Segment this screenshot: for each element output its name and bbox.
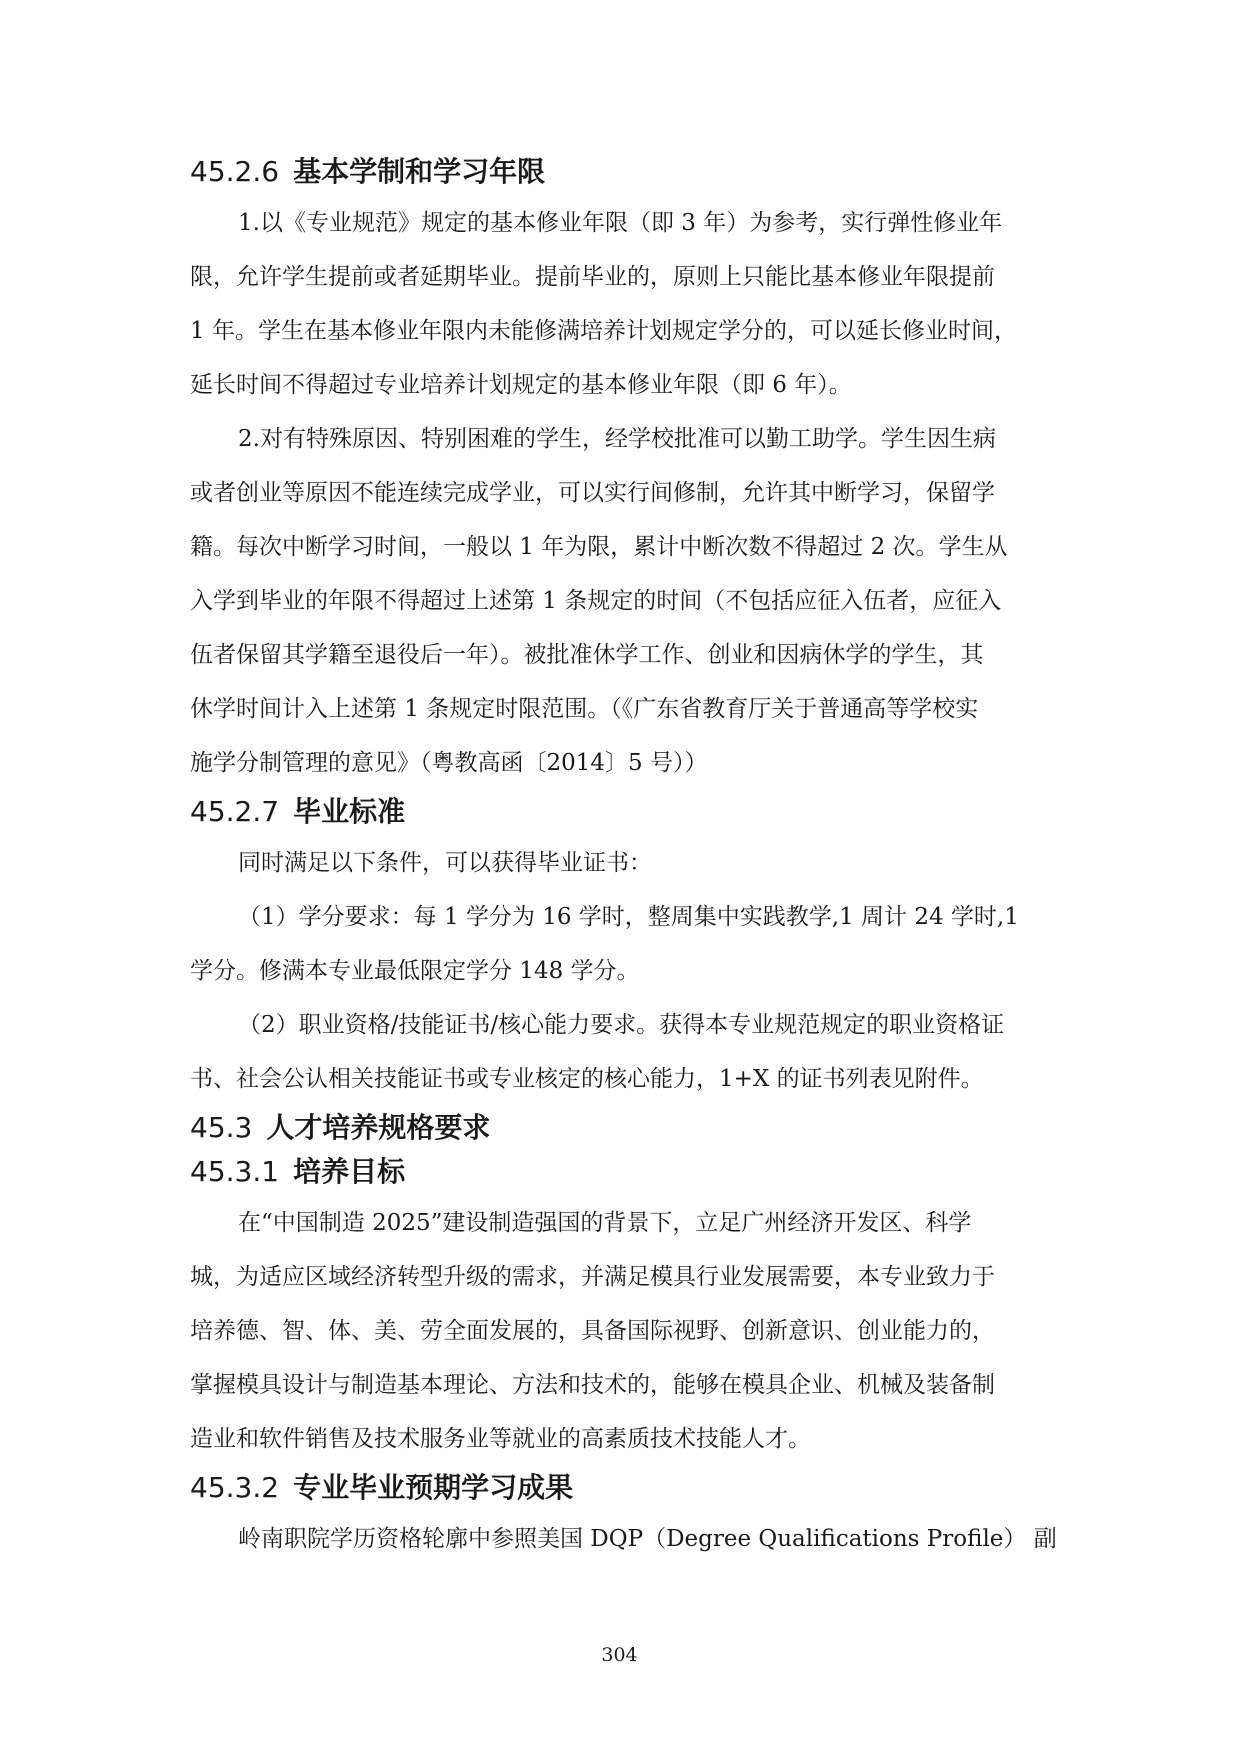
page-number: 304 [601, 1644, 638, 1666]
text-line: 1 年。学生在基本修业年限内未能修满培养计划规定学分的，可以延长修业时间， [190, 318, 1017, 344]
section-number: 45.3.2 [190, 1471, 280, 1504]
paragraph-graduation-conditions [190, 836, 1052, 890]
section-heading-45-2-7 [190, 790, 1052, 834]
section-number: 45.2.6 [190, 155, 280, 188]
section-number: 45.3.1 [190, 1155, 280, 1188]
text-line: 或者创业等原因不能连续完成学业，可以实行间修制，允许其中断学习，保留学 [190, 480, 995, 506]
text-line: 休学时间计入上述第 1 条规定时限范围。（《广东省教育厅关于普通高等学校实 [190, 696, 979, 722]
section-heading-45-3-1 [190, 1150, 1052, 1194]
text-line: 学分。修满本专业最低限定学分 148 学分。 [190, 958, 640, 984]
section-title: 毕业标准 [293, 795, 406, 828]
text-line: 在“中国制造 2025”建设制造强国的背景下，立足广州经济开发区、科学 [238, 1210, 972, 1236]
text-line: 城，为适应区域经济转型升级的需求，并满足模具行业发展需要，本专业致力于 [190, 1264, 995, 1290]
text-line: （2）职业资格/技能证书/核心能力要求。获得本专业规范规定的职业资格证 [238, 1012, 1005, 1038]
paragraph-training-goal [190, 1196, 1052, 1466]
text-line: 同时满足以下条件，可以获得毕业证书： [238, 850, 652, 876]
text-line: 入学到毕业的年限不得超过上述第 1 条规定的时间（不包括应征入伍者，应征入 [190, 588, 1002, 614]
text-line: 掌握模具设计与制造基本理论、方法和技术的，能够在模具企业、机械及装备制 [190, 1372, 995, 1398]
paragraph-study-years [190, 196, 1052, 412]
paragraph-work-study [190, 412, 1052, 790]
text-line: 伍者保留其学籍至退役后一年）。被批准休学工作、创业和因病休学的学生，其 [190, 642, 984, 668]
text-line: 限，允许学生提前或者延期毕业。提前毕业的，原则上只能比基本修业年限提前 [190, 264, 995, 290]
text-line: 岭南职院学历资格轮廓中参照美国 DQP（Degree Qualifications Profile） 副 [238, 1526, 1057, 1552]
paragraph-learning-outcomes [190, 1512, 1057, 1566]
text-line: 施学分制管理的意见》（粤教高函〔2014〕5 号）） [190, 750, 708, 776]
text-line: 2.对有特殊原因、特别困难的学生，经学校批准可以勤工助学。学生因生病 [238, 426, 996, 452]
paragraph-certificate-requirement [190, 998, 1052, 1106]
section-heading-45-3-2 [190, 1466, 1052, 1510]
section-title: 人才培养规格要求 [266, 1111, 491, 1144]
section-number: 45.3 [190, 1111, 253, 1144]
section-title: 基本学制和学习年限 [293, 155, 546, 188]
text-line: 培养德、智、体、美、劳全面发展的，具备国际视野、创新意识、创业能力的， [190, 1318, 995, 1344]
text-line: 造业和软件销售及技术服务业等就业的高素质技术技能人才。 [190, 1426, 811, 1452]
paragraph-credit-requirement [190, 890, 1052, 998]
text-line: 1.以《专业规范》规定的基本修业年限（即 3 年）为参考，实行弹性修业年 [238, 210, 1003, 236]
text-line: 书、社会公认相关技能证书或专业核定的核心能力，1+X 的证书列表见附件。 [190, 1066, 984, 1092]
section-heading-45-2-6 [190, 150, 1052, 194]
section-title: 培养目标 [293, 1155, 406, 1188]
page-content [190, 150, 1057, 1566]
text-line: （1）学分要求：每 1 学分为 16 学时，整周集中实践教学,1 周计 24 学时,1 [238, 904, 1019, 930]
text-line: 延长时间不得超过专业培养计划规定的基本修业年限（即 6 年）。 [190, 372, 852, 398]
section-number: 45.2.7 [190, 795, 280, 828]
section-heading-45-3 [190, 1106, 1052, 1150]
text-line: 籍。每次中断学习时间，一般以 1 年为限，累计中断次数不得超过 2 次。学生从 [190, 534, 1008, 560]
section-title: 专业毕业预期学习成果 [293, 1471, 574, 1504]
